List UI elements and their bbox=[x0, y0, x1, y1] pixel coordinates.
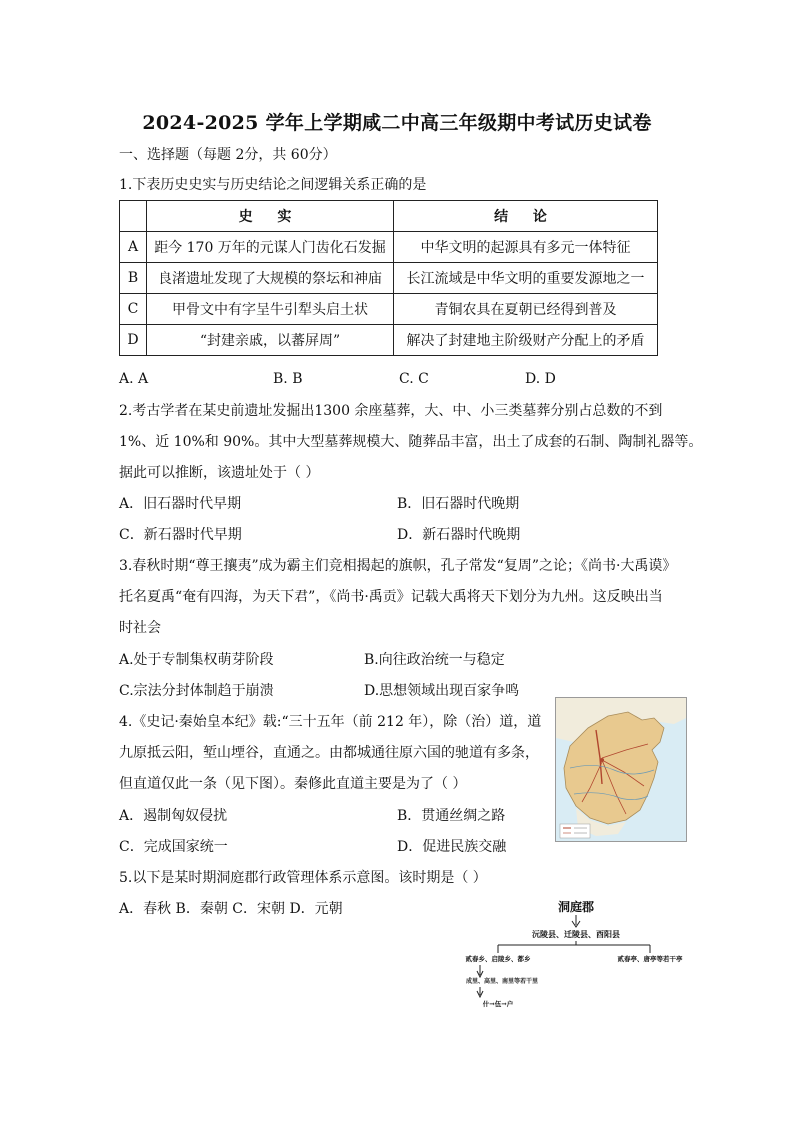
q5-stem: 5.以下是某时期洞庭郡行政管理体系示意图。该时期是（ ） bbox=[119, 870, 487, 886]
q3-line-2: 托名夏禹“奄有四海，为天下君”，《尚书·禹贡》记载大禹将天下划分为九州。这反映出当 bbox=[119, 589, 663, 605]
q4-option-c: C．完成国家统一 bbox=[119, 839, 228, 855]
q2-option-b: B．旧石器时代晚期 bbox=[397, 496, 520, 512]
row-fact: 良渚遗址发现了大规模的祭坛和神庙 bbox=[147, 263, 394, 294]
diagram-household-node: 什→伍→户 bbox=[482, 1000, 514, 1008]
diagram-county-node: 沅陵县、迁陵县、酉阳县 bbox=[532, 929, 620, 939]
table-header-row bbox=[120, 201, 658, 232]
table-corner-cell bbox=[120, 201, 147, 232]
q3-option-b: B.向往政治统一与稳定 bbox=[364, 652, 505, 668]
diagram-village-node: 成里、高里、南里等若干里 bbox=[465, 978, 539, 985]
q1-table bbox=[119, 200, 658, 356]
q3-line-1: 3.春秋时期“尊王攘夷”成为霸主们竞相揭起的旗帜，孔子常发“复周”之论；《尚书·大禹谟》 bbox=[119, 558, 677, 574]
row-fact: 甲骨文中有字呈牛引犁头启土状 bbox=[147, 294, 394, 325]
q2-line-3: 据此可以推断，该遗址处于（ ） bbox=[119, 465, 320, 481]
q4-line-2: 九原抵云阳，堑山堙谷，直通之。由都城通往原六国的驰道有多条， bbox=[119, 745, 539, 761]
q3-option-d: D.思想领域出现百家争鸣 bbox=[364, 683, 520, 699]
row-fact: 距今 170 万年的元谋人门齿化石发掘 bbox=[147, 232, 394, 263]
q1-option-d: D. D bbox=[525, 371, 556, 387]
table-row bbox=[120, 263, 658, 294]
q4-option-a: A．遏制匈奴侵扰 bbox=[119, 808, 228, 824]
row-key: D bbox=[120, 325, 147, 356]
q1-stem: 1.下表历史史实与历史结论之间逻辑关系正确的是 bbox=[119, 177, 427, 193]
row-key: A bbox=[120, 232, 147, 263]
q2-option-c: C．新石器时代早期 bbox=[119, 527, 242, 543]
row-conclusion: 青铜农具在夏朝已经得到普及 bbox=[394, 294, 658, 325]
exam-title: 2024-2025 学年上学期咸二中高三年级期中考试历史试卷 bbox=[142, 112, 652, 134]
row-conclusion: 解决了封建地主阶级财产分配上的矛盾 bbox=[394, 325, 658, 356]
q2-line-2: 1%、近 10%和 90%。其中大型墓葬规模大、随葬品丰富，出土了成套的石制、陶制礼器等。 bbox=[119, 434, 703, 450]
row-conclusion: 长江流域是中华文明的重要发源地之一 bbox=[394, 263, 658, 294]
q2-line-1: 2.考古学者在某史前遗址发掘出1300 余座墓葬，大、中、小三类墓葬分别占总数的不到 bbox=[119, 403, 663, 419]
q2-option-a: A．旧石器时代早期 bbox=[119, 496, 242, 512]
row-fact: “封建亲戚，以蕃屏周” bbox=[147, 325, 394, 356]
q1-option-a: A. A bbox=[119, 371, 149, 387]
diagram-top-node: 洞庭郡 bbox=[557, 900, 595, 914]
row-key: B bbox=[120, 263, 147, 294]
q3-line-3: 时社会 bbox=[119, 620, 161, 636]
q3-option-a: A.处于专制集权萌芽阶段 bbox=[119, 652, 274, 668]
section-heading: 一、选择题（每题 2分，共 60分） bbox=[119, 147, 337, 163]
q4-line-3: 但直道仅此一条（见下图）。秦修此直道主要是为了（ ） bbox=[119, 776, 467, 792]
q4-option-d: D．促进民族交融 bbox=[397, 839, 507, 855]
header-fact: 史 实 bbox=[147, 201, 394, 232]
diagram-township-node: 贰春乡、启陵乡、都乡 bbox=[465, 955, 531, 963]
q4-option-b: B．贯通丝绸之路 bbox=[397, 808, 506, 824]
table-row bbox=[120, 294, 658, 325]
table-row bbox=[120, 232, 658, 263]
q1-option-c: C. C bbox=[399, 371, 429, 387]
q1-option-b: B. B bbox=[273, 371, 303, 387]
q3-option-c: C.宗法分封体制趋于崩溃 bbox=[119, 683, 274, 699]
qin-map-figure bbox=[555, 697, 687, 842]
q4-line-1: 4.《史记·秦始皇本纪》载:“三十五年（前 212 年），除（治）道，道 bbox=[119, 714, 542, 730]
diagram-pavilion-node: 贰春亭、唐亭等若干亭 bbox=[617, 955, 683, 963]
header-conclusion: 结 论 bbox=[394, 201, 658, 232]
qin-map-image bbox=[556, 698, 686, 841]
table-row bbox=[120, 325, 658, 356]
row-key: C bbox=[120, 294, 147, 325]
q2-option-d: D．新石器时代晚期 bbox=[397, 527, 521, 543]
row-conclusion: 中华文明的起源具有多元一体特征 bbox=[394, 232, 658, 263]
q5-options: A．春秋 B．秦朝 C．宋朝 D．元朝 bbox=[119, 901, 343, 917]
dongting-admin-diagram bbox=[440, 895, 720, 1015]
